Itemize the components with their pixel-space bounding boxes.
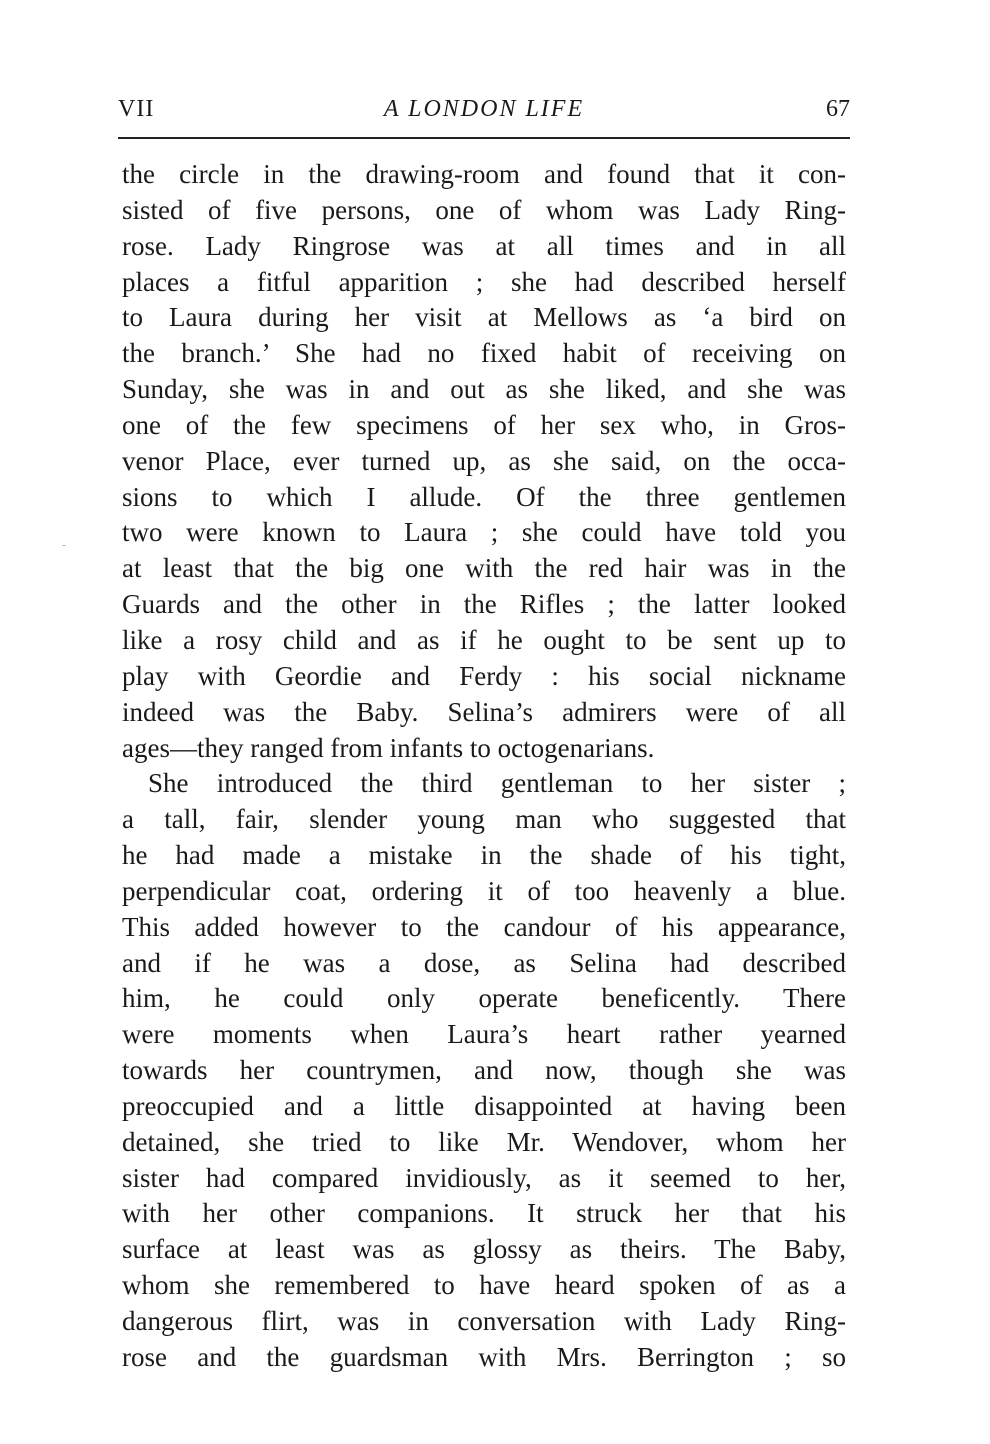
text-line: detained, she tried to like Mr. Wendover, whom her	[122, 1126, 846, 1157]
text-line: sisted of five persons, one of whom was Lady Ring-	[122, 194, 846, 225]
paragraph-start-line: She introduced the third gentleman to her sister ;	[148, 768, 846, 799]
text-line: indeed was the Baby. Selina’s admirers were of all	[122, 696, 846, 727]
text-line: sions to which I allude. Of the three gentlemen	[122, 481, 846, 512]
text-line: sister had compared invidiously, as it seemed to her,	[122, 1162, 846, 1193]
text-line: like a rosy child and as if he ought to be sent up to	[122, 624, 846, 655]
text-line: with her other companions. It struck her that his	[122, 1198, 846, 1229]
paragraph-end-line: ages—they ranged from infants to octogenarians.	[122, 732, 655, 763]
text-line: were moments when Laura’s heart rather yearned	[122, 1019, 846, 1050]
running-title: A LONDON LIFE	[383, 96, 585, 122]
header-rule	[118, 137, 850, 139]
text-line: at least that the big one with the red hair was in the	[122, 553, 846, 584]
text-line: This added however to the candour of his appearance,	[122, 911, 846, 942]
text-line: to Laura during her visit at Mellows as ‘a bird on	[122, 302, 846, 333]
text-line: play with Geordie and Ferdy : his social nickname	[122, 660, 846, 691]
text-line: a tall, fair, slender young man who suggested that	[122, 804, 846, 835]
running-header	[118, 96, 850, 130]
text-line: Sunday, she was in and out as she liked, and she was	[122, 374, 846, 405]
text-line: rose. Lady Ringrose was at all times and in all	[122, 230, 846, 261]
text-line: perpendicular coat, ordering it of too heavenly a blue.	[122, 875, 846, 906]
text-line: places a fitful apparition ; she had described herself	[122, 266, 846, 297]
text-line: rose and the guardsman with Mrs. Berrington ; so	[122, 1341, 846, 1372]
text-line: the branch.’ She had no fixed habit of receiving on	[122, 338, 846, 369]
text-line: surface at least was as glossy as theirs. The Baby,	[122, 1234, 846, 1265]
text-line: dangerous flirt, was in conversation with Lady Ring-	[122, 1306, 846, 1336]
text-line: towards her countrymen, and now, though she was	[122, 1055, 846, 1086]
chapter-number: VII	[118, 96, 155, 122]
text-line: Guards and the other in the Rifles ; the latter looked	[122, 589, 846, 620]
text-line: venor Place, ever turned up, as she said, on the occa-	[122, 445, 846, 476]
page-number: 67	[826, 96, 850, 122]
margin-speck	[62, 545, 66, 546]
text-line: him, he could only operate beneficently. There	[122, 983, 846, 1014]
body-text	[122, 157, 846, 1376]
text-line: he had made a mistake in the shade of his tight,	[122, 840, 846, 871]
text-line: and if he was a dose, as Selina had described	[122, 947, 846, 978]
text-line: one of the few specimens of her sex who, in Gros-	[122, 409, 846, 440]
text-line: the circle in the drawing-room and found that it con-	[122, 159, 846, 189]
text-line: whom she remembered to have heard spoken of as a	[122, 1270, 846, 1301]
text-line: two were known to Laura ; she could have told you	[122, 517, 846, 548]
text-line: preoccupied and a little disappointed at having been	[122, 1090, 846, 1121]
